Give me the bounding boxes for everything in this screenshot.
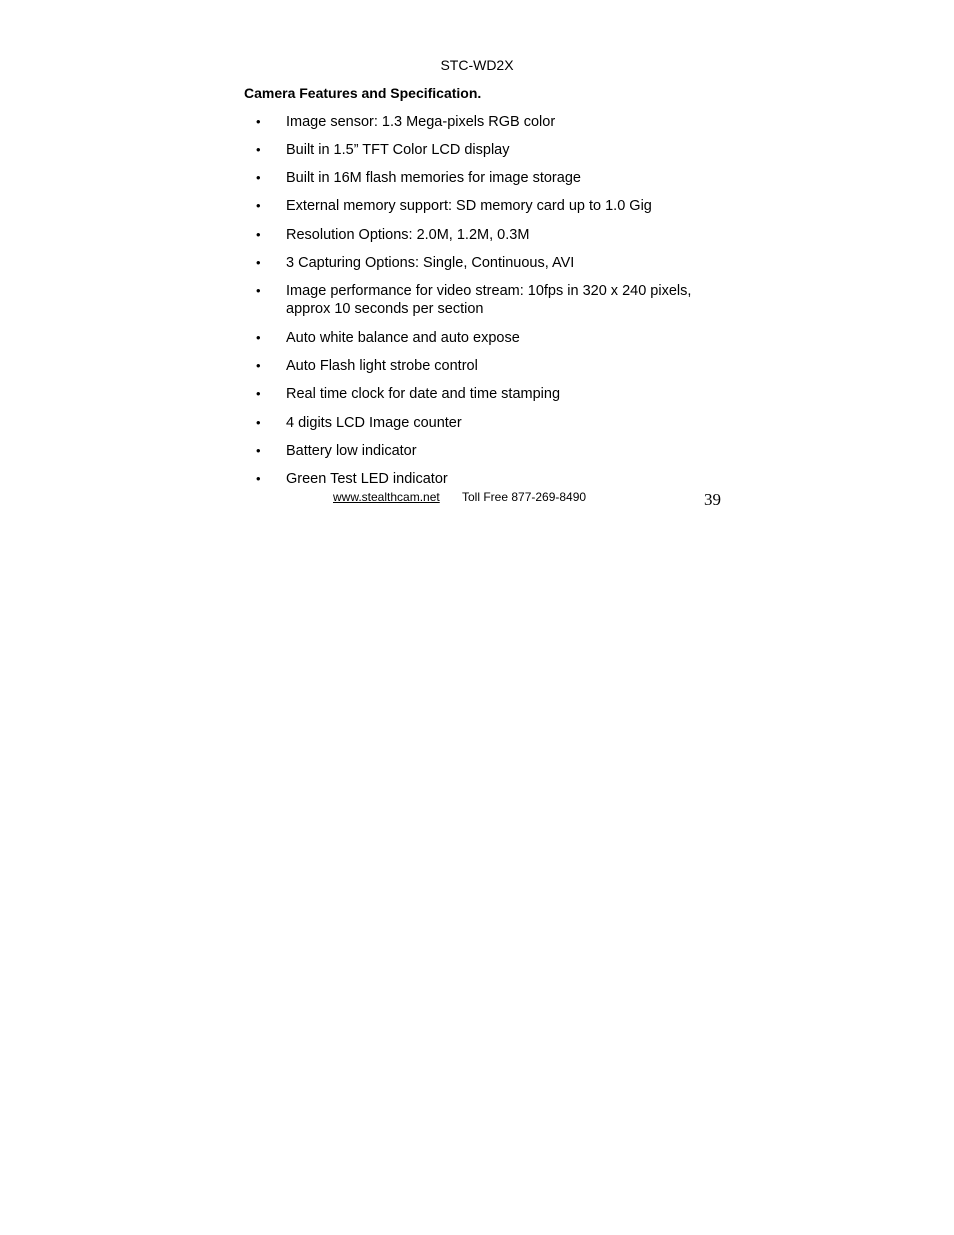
feature-text: Green Test LED indicator <box>286 471 448 487</box>
page-number: 39 <box>704 490 721 509</box>
feature-text: Image sensor: 1.3 Mega-pixels RGB color <box>286 114 556 130</box>
bullet-icon: • <box>256 386 261 401</box>
bullet-icon: • <box>256 471 261 486</box>
feature-text: Real time clock for date and time stamping <box>286 386 561 402</box>
bullet-icon: • <box>256 255 261 270</box>
page-header-model: STC-WD2X <box>440 57 514 73</box>
bullet-icon: • <box>256 142 261 157</box>
bullet-icon: • <box>256 198 261 213</box>
feature-text: Resolution Options: 2.0M, 1.2M, 0.3M <box>286 227 530 243</box>
feature-text: Auto Flash light strobe control <box>286 358 478 374</box>
bullet-icon: • <box>256 170 261 185</box>
feature-text: External memory support: SD memory card up to 1.0 Gig <box>286 198 652 214</box>
section-heading: Camera Features and Specification. <box>244 85 482 101</box>
bullet-icon: • <box>256 358 261 373</box>
feature-text: 4 digits LCD Image counter <box>286 415 462 431</box>
feature-text: Battery low indicator <box>286 443 417 459</box>
footer-website-link[interactable]: www.stealthcam.net <box>333 490 440 504</box>
feature-text: Image performance for video stream: 10fps in 320 x 240 pixels, approx 10 seconds per section <box>286 283 692 317</box>
feature-text: Auto white balance and auto expose <box>286 330 520 346</box>
feature-text: Built in 1.5” TFT Color LCD display <box>286 142 510 158</box>
bullet-icon: • <box>256 330 261 345</box>
footer-phone: Toll Free 877-269-8490 <box>462 490 587 504</box>
bullet-icon: • <box>256 443 261 458</box>
feature-text: 3 Capturing Options: Single, Continuous, AVI <box>286 255 575 271</box>
bullet-icon: • <box>256 114 261 129</box>
bullet-icon: • <box>256 283 261 298</box>
bullet-icon: • <box>256 415 261 430</box>
bullet-icon: • <box>256 227 261 242</box>
feature-text: Built in 16M flash memories for image storage <box>286 170 581 186</box>
